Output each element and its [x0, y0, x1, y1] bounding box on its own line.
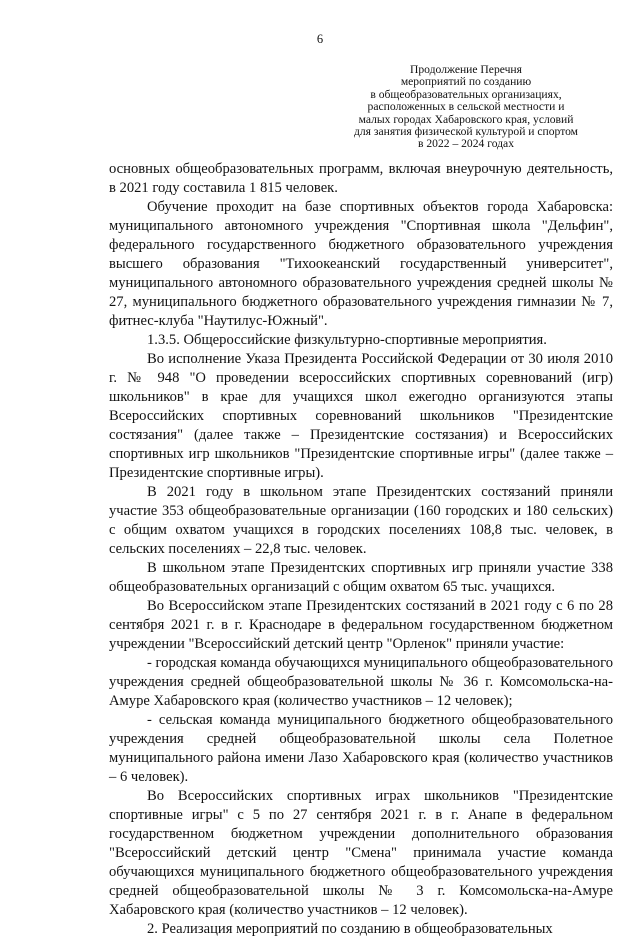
header-line: расположенных в сельской местности и	[367, 100, 565, 114]
paragraph-continued: основных общеобразовательных программ, включая внеурочную деятельность, в 2021 году составила 1 815 человек.	[109, 161, 613, 196]
header-line: малых городах Хабаровского края, условий	[358, 112, 574, 126]
paragraph-section-2: 2. Реализация мероприятий по созданию в общеобразовательных	[147, 921, 553, 937]
list-item-city-team: - городская команда обучающихся муниципального общеобразовательного учреждения средней общеобразовательной школы № 36 г. Комсомольска-на-Амуре Хабаровского края (количество участников – 12 человек);	[109, 655, 613, 709]
paragraph-all-russian-stage: Во Всероссийском этапе Президентских состязаний в 2021 году с 6 по 28 сентября 2021 г. в г. Краснодаре в федеральном государственном бюджетном учреждении "Всероссийский детский центр "Орленок" приняли участие:	[109, 598, 613, 652]
header-line: в 2022 – 2024 годах	[417, 137, 514, 151]
paragraph-anapa-games: Во Всероссийских спортивных играх школьников "Президентские спортивные игры" с 5 по 27 сентября 2021 г. в г. Анапе в федеральном государственном бюджетном учреждении дополнительного образования "Всероссийский детский центр "Смена" принимала участие команда обучающихся муниципального бюджетного общеобразовательного учреждения средней общеобразовательной школы № 3 г. Комсомольска-на-Амуре Хабаровского края (количество участников – 12 человек).	[109, 788, 613, 918]
paragraph-sports-games: В школьном этапе Президентских спортивных игр приняли участие 338 общеобразовательных организаций с общим охватом 65 тыс. учащихся.	[109, 560, 613, 595]
section-heading-1-3-5: 1.3.5. Общероссийские физкультурно-спортивные мероприятия.	[147, 332, 547, 348]
list-item-rural-team: - сельская команда муниципального бюджетного общеобразовательного учреждения средней общеобразовательной школы села Полетное муниципального района имени Лазо Хабаровского края (количество участников – 6 человек).	[109, 712, 613, 785]
header-line: Продолжение Перечня	[410, 63, 522, 76]
body-text	[109, 160, 613, 939]
paragraph-competitions-2021: В 2021 году в школьном этапе Президентских состязаний приняли участие 353 общеобразовательные организации (160 городских и 180 сельских) с общим охватом учащихся в городских поселениях 108,8 тыс. человек, в сельских поселениях – 22,8 тыс. человек.	[109, 484, 613, 557]
header-line: мероприятий по созданию	[400, 75, 532, 89]
paragraph-sports-facilities: Обучение проходит на базе спортивных объектов города Хабаровска: муниципального автономного учреждения "Спортивная школа "Дельфин", федерального государственного бюджетного образовательного учреждения высшего образования "Тихоокеанский государственный университет", муниципального автономного образовательного учреждения средней школы № 27, муниципального бюджетного образовательного учреждения гимназии № 7, фитнес-клуба "Наутилус-Южный".	[109, 199, 613, 329]
continuation-header	[330, 64, 602, 151]
header-line: в общеобразовательных организациях,	[370, 87, 562, 101]
paragraph-presidential-decree: Во исполнение Указа Президента Российской Федерации от 30 июля 2010 г. № 948 "О проведении всероссийских спортивных соревнований (игр) школьников" в крае для учащихся школ ежегодно организуются этапы Всероссийских спортивных соревнований школьников "Президентские состязания" (далее также – Президентские состязания) и Всероссийских спортивных игр школьников "Президентские спортивные игры" (далее также – Президентские спортивные игры).	[109, 351, 613, 481]
page-number: 6	[316, 32, 324, 46]
header-line: для занятия физической культурой и спортом	[353, 125, 579, 139]
